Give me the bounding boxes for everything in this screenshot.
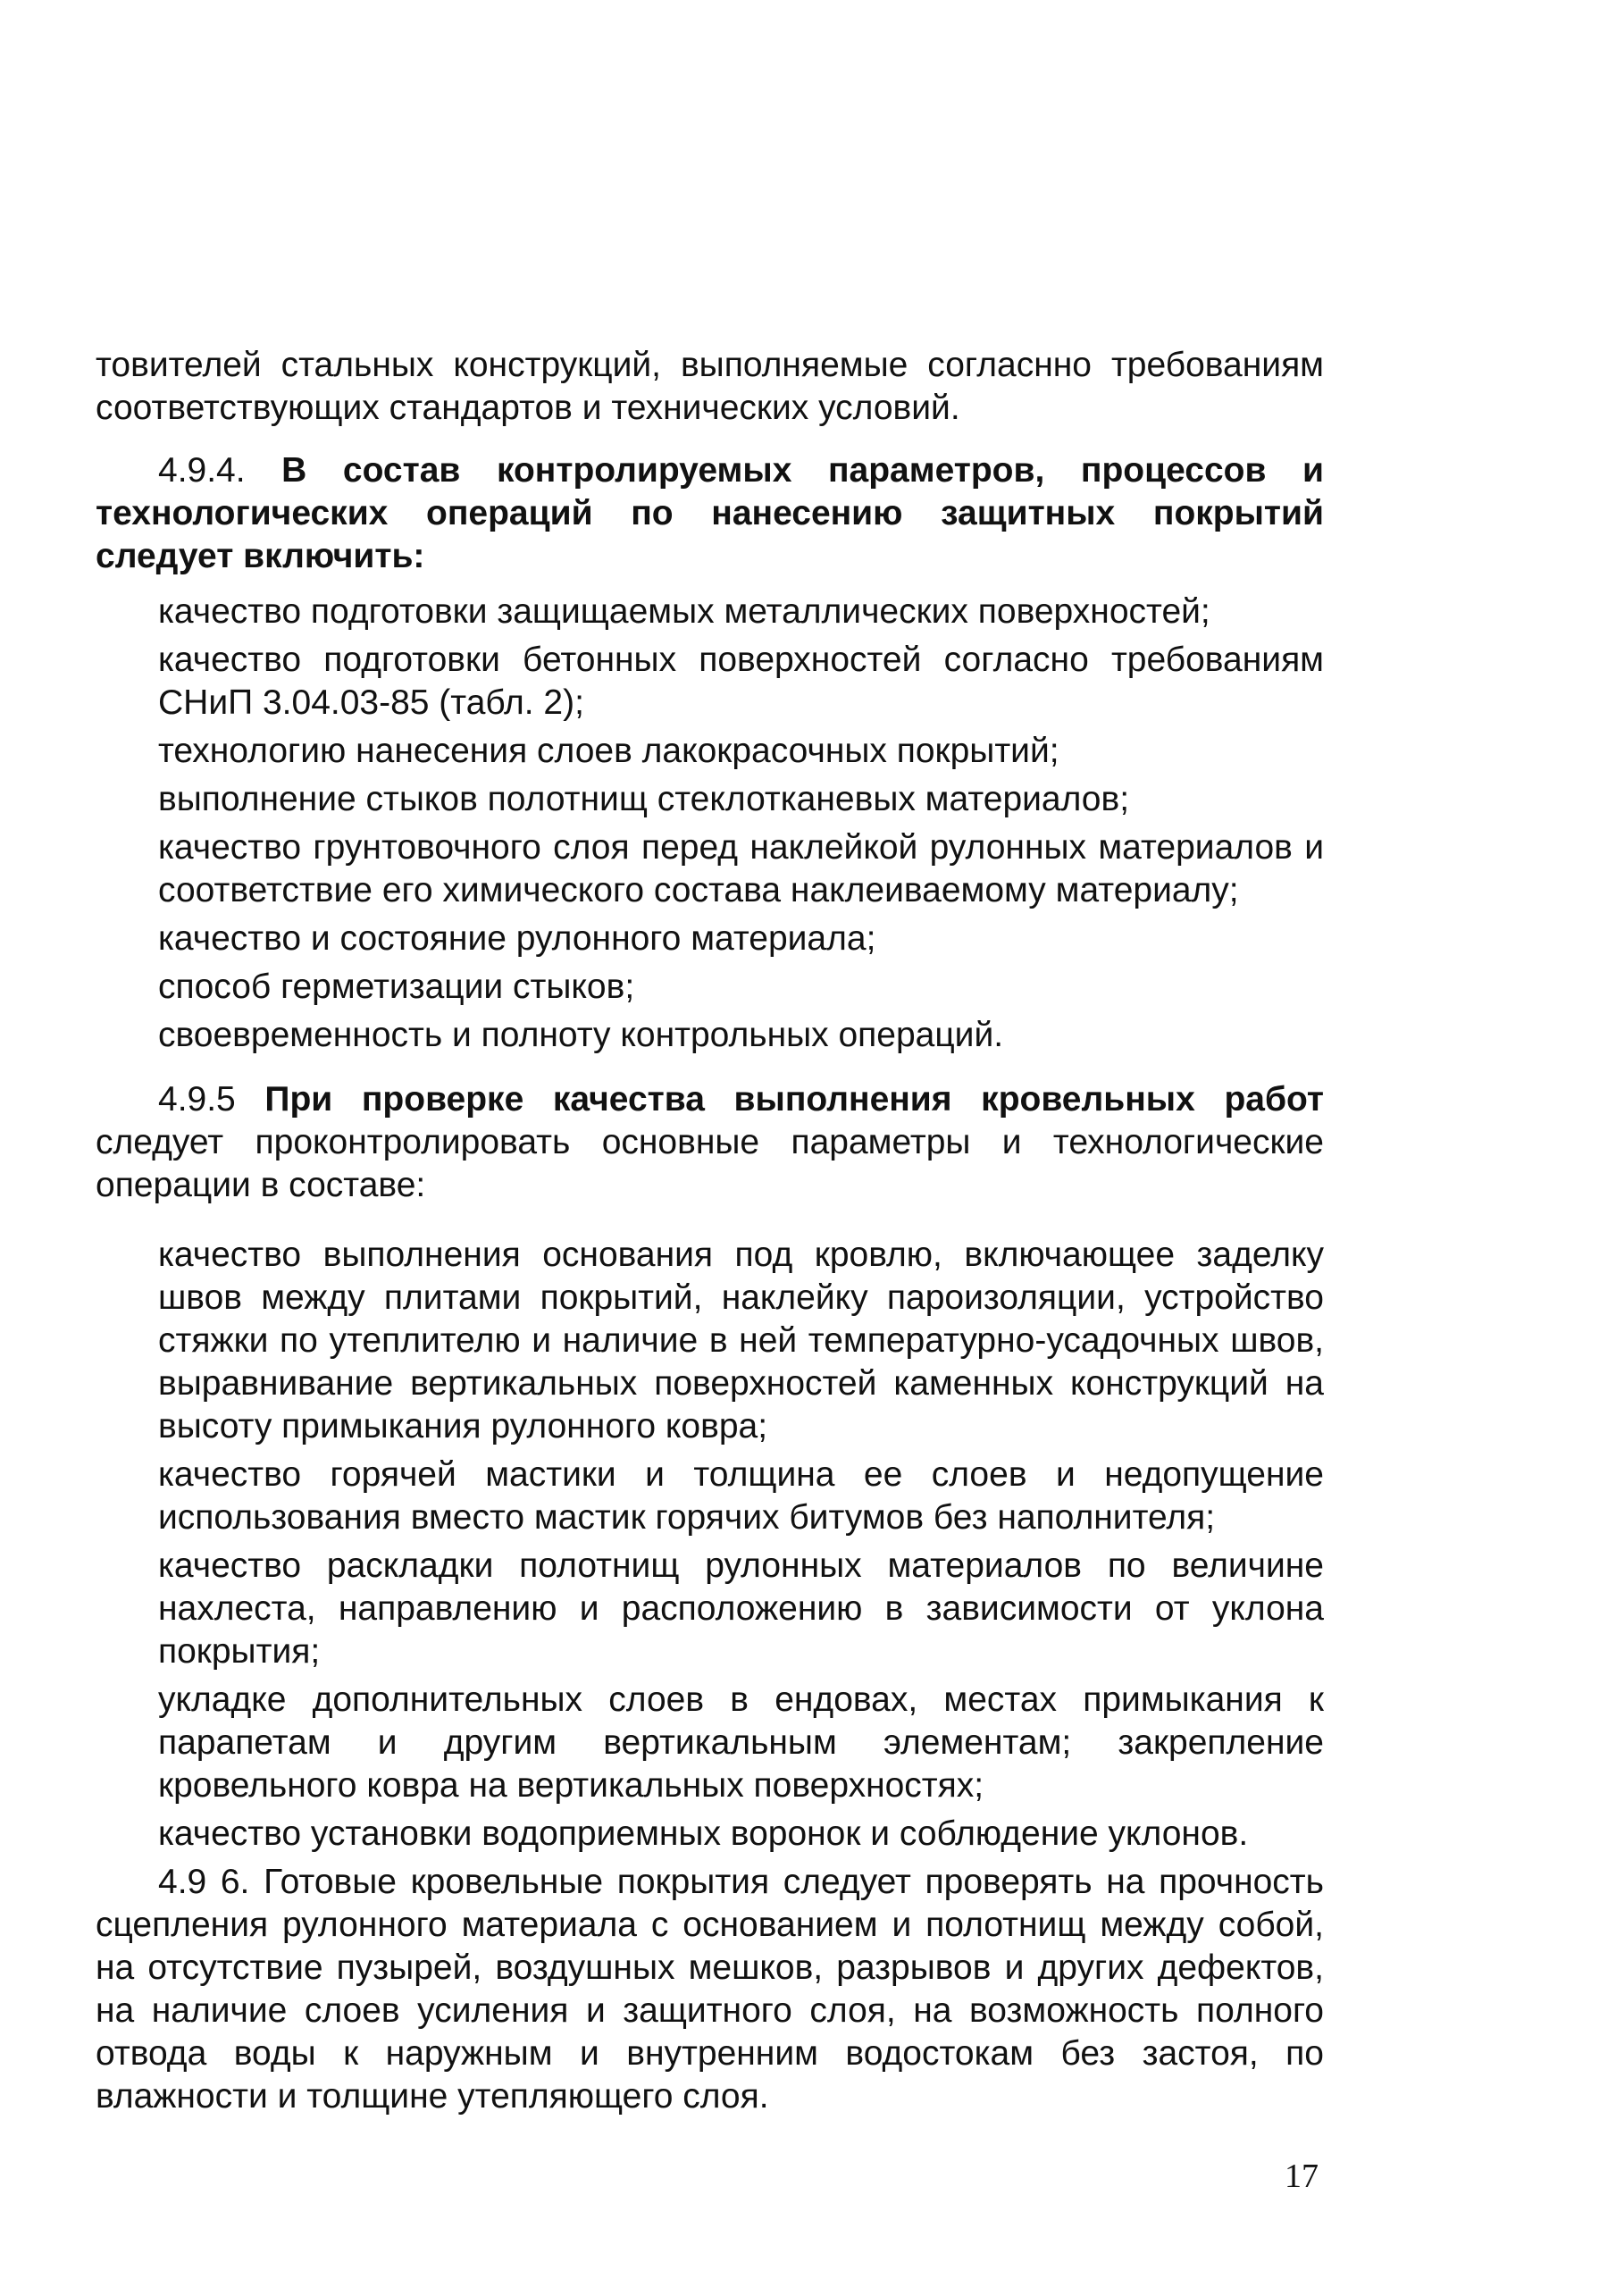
page-number: 17 [1285,2158,1319,2195]
list-item: качество раскладки полотнищ рулонных материалов по величине нахлеста, направлению и расположению в зависимости от уклона покрытия; [158,1546,1324,1671]
list-item: качество выполнения основания под кровлю, включающее заделку швов между плитами покрытий, наклейку пароизоляции, устройство стяжки по утеплителю и наличие в ней температурно-усадочных швов, выравнивание вертикальных поверхностей каменных конструкций на высоту примыкания рулонного ковра; [158,1236,1324,1445]
list-item: качество установки водоприемных воронок и соблюдение уклонов. [158,1814,1249,1853]
section-4-9-5-list [96,1234,1324,1856]
section-4-9-4-heading: В состав контролируемых параметров, процессов и технологических операций по нанесению защитных покрытий следует включить: [96,451,1324,575]
list-item: технологию нанесения слоев лакокрасочных покрытий; [158,732,1059,770]
opening-paragraph: товителей стальных конструкций, выполняемые согласнно требованиям соответствующих стандартов и технических условий. [96,346,1324,427]
list-item: способ герметизации стыков; [158,968,635,1006]
section-4-9-6 [96,1861,1324,2118]
list-item: качество грунтовочного слоя перед наклейкой рулонных материалов и соответствие его химического состава наклеиваемому материалу; [158,828,1324,909]
list-item: качество и состояние рулонного материала; [158,919,876,958]
section-4-9-5 [96,1078,1324,1856]
list-item: качество горячей мастики и толщина ее слоев и недопущение использования вместо мастик горячих битумов без наполнителя; [158,1455,1324,1537]
section-4-9-6-number: 4.9 6. [158,1863,250,1901]
list-item: укладке дополнительных слоев в ендовах, местах примыкания к парапетам и другим вертикальным элементам; закрепление кровельного ковра на вертикальных поверхностях; [158,1680,1324,1805]
section-4-9-4-number: 4.9.4. [158,451,246,490]
section-4-9-4-heading-paragraph [96,449,1324,578]
list-item: качество подготовки бетонных поверхностей согласно требованиям СНиП 3.04.03-85 (табл. 2); [158,641,1324,722]
section-4-9-6-text: Готовые кровельные покрытия следует проверять на прочность сцепления рулонного материала с основанием и полотнищ между собой, на отсутствие пузырей, воздушных мешков, разрывов и других дефектов, на наличие слоев усиления и защитного слоя, на возможность полного отвода воды к наружным и внутренним водостокам без застоя, по влажности и толщине утепляющего слоя. [96,1863,1324,2116]
section-4-9-5-heading: При проверке качества выполнения кровельных работ [264,1080,1324,1119]
list-item: своевременность и полноту контрольных операций. [158,1016,1004,1054]
section-4-9-4 [96,449,1324,1057]
list-item: выполнение стыков полотнищ стеклотканевых материалов; [158,780,1130,818]
section-4-9-4-list [96,591,1324,1057]
section-4-9-5-number: 4.9.5 [158,1080,236,1119]
section-4-9-6-paragraph [96,1861,1324,2118]
section-4-9-5-paragraph [96,1078,1324,1207]
list-item: качество подготовки защищаемых металлических поверхностей; [158,592,1210,631]
page-content [96,344,1324,2118]
section-4-9-5-text: следует проконтролировать основные параметры и технологические операции в составе: [96,1123,1324,1204]
